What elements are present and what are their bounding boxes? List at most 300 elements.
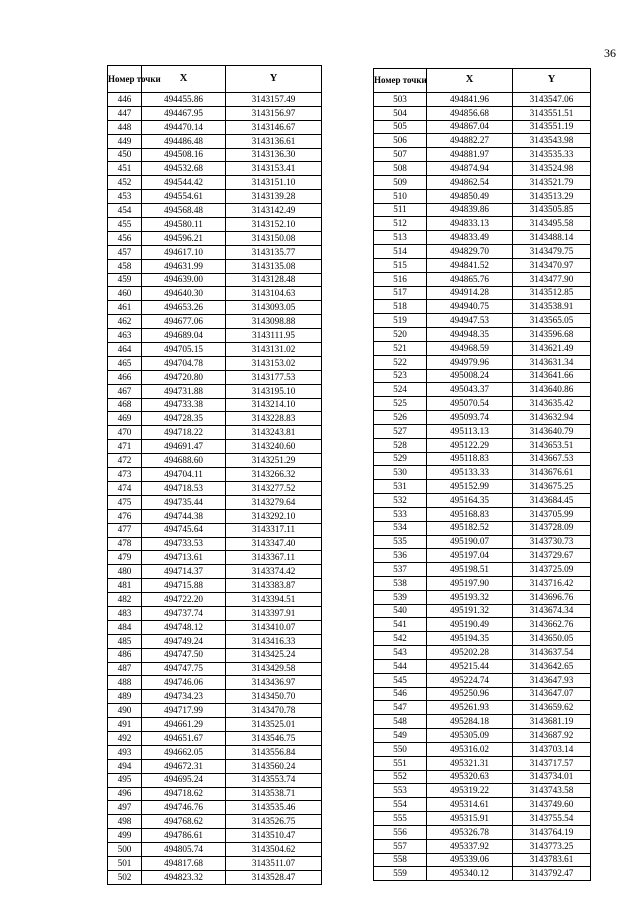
table-row	[374, 604, 591, 618]
point-number-cell: 528	[374, 438, 427, 452]
table-row	[374, 355, 591, 369]
point-number-cell: 452	[108, 176, 142, 190]
point-number-cell: 545	[374, 673, 427, 687]
table-row	[108, 662, 322, 676]
x-header: X	[142, 66, 226, 93]
y-cell: 3143436.97	[226, 676, 322, 690]
point-number-cell: 512	[374, 217, 427, 231]
y-cell: 3143650.05	[513, 632, 591, 646]
table-row	[374, 521, 591, 535]
point-number-cell: 553	[374, 784, 427, 798]
table-row	[108, 676, 322, 690]
table-row	[108, 829, 322, 843]
point-number-cell: 514	[374, 245, 427, 259]
point-number-cell: 517	[374, 286, 427, 300]
x-cell: 494651.67	[142, 731, 226, 745]
table-row	[374, 314, 591, 328]
x-cell: 494968.59	[427, 341, 513, 355]
y-cell: 3143556.84	[226, 745, 322, 759]
table-row	[374, 535, 591, 549]
x-cell: 494714.37	[142, 565, 226, 579]
x-cell: 494841.96	[427, 93, 513, 107]
y-cell: 3143546.75	[226, 731, 322, 745]
point-number-cell: 451	[108, 162, 142, 176]
y-cell: 3143416.33	[226, 634, 322, 648]
y-cell: 3143653.51	[513, 438, 591, 452]
table-row	[108, 843, 322, 857]
table-row	[108, 273, 322, 287]
point-number-cell: 554	[374, 798, 427, 812]
point-number-cell: 469	[108, 412, 142, 426]
y-cell: 3143773.25	[513, 839, 591, 853]
x-cell: 495198.51	[427, 563, 513, 577]
x-cell: 494640.30	[142, 287, 226, 301]
point-number-cell: 555	[374, 812, 427, 826]
table-header-row	[374, 69, 591, 93]
x-cell: 494874.94	[427, 162, 513, 176]
point-number-cell: 499	[108, 829, 142, 843]
y-cell: 3143477.90	[513, 272, 591, 286]
table-row	[374, 272, 591, 286]
y-cell: 3143526.75	[226, 815, 322, 829]
table-row	[374, 134, 591, 148]
point-number-cell: 513	[374, 231, 427, 245]
y-cell: 3143547.06	[513, 93, 591, 107]
y-cell: 3143743.58	[513, 784, 591, 798]
table-row	[108, 231, 322, 245]
point-number-cell: 502	[108, 870, 142, 884]
x-cell: 495215.44	[427, 659, 513, 673]
point-number-cell: 556	[374, 825, 427, 839]
x-cell: 495320.63	[427, 770, 513, 784]
table-row	[374, 798, 591, 812]
point-number-cell: 509	[374, 175, 427, 189]
table-row	[108, 759, 322, 773]
x-cell: 495315.91	[427, 812, 513, 826]
x-cell: 494745.64	[142, 523, 226, 537]
point-number-cell: 458	[108, 259, 142, 273]
y-cell: 3143279.64	[226, 495, 322, 509]
point-number-cell: 455	[108, 218, 142, 232]
point-number-cell: 468	[108, 398, 142, 412]
y-cell: 3143647.07	[513, 687, 591, 701]
point-number-cell: 505	[374, 120, 427, 134]
point-number-cell: 476	[108, 509, 142, 523]
x-cell: 494979.96	[427, 355, 513, 369]
x-cell: 495194.35	[427, 632, 513, 646]
y-cell: 3143136.61	[226, 134, 322, 148]
point-number-cell: 532	[374, 494, 427, 508]
y-cell: 3143641.66	[513, 369, 591, 383]
point-number-cell: 497	[108, 801, 142, 815]
x-cell: 494544.42	[142, 176, 226, 190]
y-cell: 3143153.41	[226, 162, 322, 176]
table-row	[108, 537, 322, 551]
y-cell: 3143251.29	[226, 454, 322, 468]
x-cell: 494631.99	[142, 259, 226, 273]
y-cell: 3143538.91	[513, 300, 591, 314]
table-row	[108, 468, 322, 482]
point-number-cell: 485	[108, 634, 142, 648]
table-row	[108, 93, 322, 107]
y-cell: 3143703.14	[513, 742, 591, 756]
x-cell: 494728.35	[142, 412, 226, 426]
point-number-cell: 504	[374, 106, 427, 120]
table-row	[108, 481, 322, 495]
y-cell: 3143136.30	[226, 148, 322, 162]
point-number-cell: 471	[108, 440, 142, 454]
table-row	[108, 301, 322, 315]
table-row	[108, 690, 322, 704]
point-number-cell: 479	[108, 551, 142, 565]
table-row	[108, 134, 322, 148]
point-number-cell: 549	[374, 729, 427, 743]
point-number-cell: 496	[108, 787, 142, 801]
y-cell: 3143150.08	[226, 231, 322, 245]
table-row	[108, 106, 322, 120]
x-cell: 495305.09	[427, 729, 513, 743]
x-cell: 494718.62	[142, 787, 226, 801]
x-cell: 495284.18	[427, 715, 513, 729]
point-number-cell: 558	[374, 853, 427, 867]
table-row	[374, 217, 591, 231]
y-cell: 3143228.83	[226, 412, 322, 426]
table-row	[374, 590, 591, 604]
x-cell: 494695.24	[142, 773, 226, 787]
point-number-cell: 506	[374, 134, 427, 148]
y-cell: 3143551.19	[513, 120, 591, 134]
y-cell: 3143139.28	[226, 190, 322, 204]
table-row	[374, 729, 591, 743]
x-cell: 494455.86	[142, 93, 226, 107]
point-number-cell: 446	[108, 93, 142, 107]
point-number-cell: 478	[108, 537, 142, 551]
point-number-cell: 450	[108, 148, 142, 162]
x-cell: 495314.61	[427, 798, 513, 812]
point-number-cell: 493	[108, 745, 142, 759]
table-row	[108, 704, 322, 718]
table-row	[374, 162, 591, 176]
x-cell: 494705.15	[142, 343, 226, 357]
x-cell: 494805.74	[142, 843, 226, 857]
point-number-cell: 494	[108, 759, 142, 773]
y-cell: 3143153.02	[226, 356, 322, 370]
table-row	[108, 384, 322, 398]
x-cell: 494718.22	[142, 426, 226, 440]
table-row	[108, 745, 322, 759]
x-cell: 495093.74	[427, 411, 513, 425]
x-cell: 495197.90	[427, 576, 513, 590]
y-cell: 3143111.95	[226, 329, 322, 343]
x-cell: 494746.06	[142, 676, 226, 690]
x-header: X	[427, 69, 513, 93]
y-cell: 3143266.32	[226, 468, 322, 482]
y-cell: 3143347.40	[226, 537, 322, 551]
table-row	[374, 466, 591, 480]
y-cell: 3143632.94	[513, 411, 591, 425]
x-cell: 494467.95	[142, 106, 226, 120]
point-number-cell: 483	[108, 606, 142, 620]
table-row	[374, 563, 591, 577]
point-number-cell: 453	[108, 190, 142, 204]
x-cell: 495190.49	[427, 618, 513, 632]
x-cell: 495008.24	[427, 369, 513, 383]
x-cell: 495182.52	[427, 521, 513, 535]
y-cell: 3143142.49	[226, 204, 322, 218]
point-number-cell: 522	[374, 355, 427, 369]
table-row	[108, 606, 322, 620]
y-cell: 3143157.49	[226, 93, 322, 107]
y-cell: 3143151.10	[226, 176, 322, 190]
point-number-cell: 498	[108, 815, 142, 829]
x-cell: 494823.32	[142, 870, 226, 884]
x-cell: 494639.00	[142, 273, 226, 287]
y-cell: 3143662.76	[513, 618, 591, 632]
point-number-cell: 543	[374, 646, 427, 660]
table-row	[374, 825, 591, 839]
x-cell: 495152.99	[427, 480, 513, 494]
point-number-cell: 511	[374, 203, 427, 217]
x-cell: 494596.21	[142, 231, 226, 245]
table-row	[374, 189, 591, 203]
point-number-cell: 536	[374, 549, 427, 563]
table-row	[108, 412, 322, 426]
y-cell: 3143637.54	[513, 646, 591, 660]
y-cell: 3143394.51	[226, 593, 322, 607]
table-row	[374, 258, 591, 272]
table-row	[108, 440, 322, 454]
y-cell: 3143470.78	[226, 704, 322, 718]
table-row	[108, 287, 322, 301]
table-row	[374, 784, 591, 798]
point-number-cell: 542	[374, 632, 427, 646]
point-number-cell: 533	[374, 507, 427, 521]
y-cell: 3143553.74	[226, 773, 322, 787]
y-cell: 3143511.07	[226, 856, 322, 870]
point-number-cell: 537	[374, 563, 427, 577]
x-cell: 494737.74	[142, 606, 226, 620]
table-row	[108, 731, 322, 745]
x-cell: 494717.99	[142, 704, 226, 718]
table-row	[374, 576, 591, 590]
y-cell: 3143551.51	[513, 106, 591, 120]
table-row	[108, 176, 322, 190]
x-cell: 494867.04	[427, 120, 513, 134]
point-number-cell: 461	[108, 301, 142, 315]
y-cell: 3143510.47	[226, 829, 322, 843]
x-cell: 494722.20	[142, 593, 226, 607]
x-cell: 494746.76	[142, 801, 226, 815]
y-header: Y	[513, 69, 591, 93]
table-row	[374, 452, 591, 466]
point-number-cell: 477	[108, 523, 142, 537]
point-number-cell: 490	[108, 704, 142, 718]
table-row	[374, 203, 591, 217]
point-number-cell: 507	[374, 148, 427, 162]
x-cell: 494940.75	[427, 300, 513, 314]
table-row	[108, 620, 322, 634]
point-number-cell: 510	[374, 189, 427, 203]
point-number-header: Номер точки	[374, 69, 427, 93]
table-row	[374, 756, 591, 770]
y-cell: 3143538.71	[226, 787, 322, 801]
x-cell: 495043.37	[427, 383, 513, 397]
table-row	[374, 632, 591, 646]
x-cell: 495224.74	[427, 673, 513, 687]
y-cell: 3143535.33	[513, 148, 591, 162]
table-row	[374, 120, 591, 134]
table-row	[374, 231, 591, 245]
y-cell: 3143397.91	[226, 606, 322, 620]
point-number-cell: 489	[108, 690, 142, 704]
point-number-cell: 467	[108, 384, 142, 398]
y-cell: 3143535.46	[226, 801, 322, 815]
point-number-cell: 484	[108, 620, 142, 634]
y-cell: 3143146.67	[226, 120, 322, 134]
table-row	[108, 634, 322, 648]
table-row	[108, 148, 322, 162]
x-cell: 494882.27	[427, 134, 513, 148]
table-row	[374, 411, 591, 425]
y-cell: 3143135.77	[226, 245, 322, 259]
x-cell: 494689.04	[142, 329, 226, 343]
table-row	[374, 494, 591, 508]
y-cell: 3143450.70	[226, 690, 322, 704]
y-cell: 3143524.98	[513, 162, 591, 176]
y-cell: 3143687.92	[513, 729, 591, 743]
x-cell: 494856.68	[427, 106, 513, 120]
x-cell: 495319.22	[427, 784, 513, 798]
table-row	[374, 424, 591, 438]
table-row	[108, 551, 322, 565]
table-row	[374, 839, 591, 853]
table-row	[374, 701, 591, 715]
table-row	[108, 801, 322, 815]
x-cell: 494817.68	[142, 856, 226, 870]
point-number-cell: 541	[374, 618, 427, 632]
x-cell: 495250.96	[427, 687, 513, 701]
table-row	[374, 300, 591, 314]
point-number-cell: 508	[374, 162, 427, 176]
y-cell: 3143104.63	[226, 287, 322, 301]
point-number-cell: 548	[374, 715, 427, 729]
y-cell: 3143729.67	[513, 549, 591, 563]
table-row	[108, 870, 322, 884]
y-cell: 3143177.53	[226, 370, 322, 384]
x-cell: 494747.75	[142, 662, 226, 676]
table-row	[108, 509, 322, 523]
coordinates-table-left	[107, 65, 322, 885]
table-row	[374, 369, 591, 383]
x-cell: 494865.76	[427, 272, 513, 286]
x-cell: 495193.32	[427, 590, 513, 604]
y-cell: 3143488.14	[513, 231, 591, 245]
x-cell: 494850.49	[427, 189, 513, 203]
x-cell: 495337.92	[427, 839, 513, 853]
x-cell: 494568.48	[142, 204, 226, 218]
table-row	[374, 93, 591, 107]
table-row	[108, 579, 322, 593]
point-number-cell: 557	[374, 839, 427, 853]
table-row	[374, 867, 591, 881]
point-number-cell: 474	[108, 481, 142, 495]
x-cell: 494735.44	[142, 495, 226, 509]
x-cell: 495133.33	[427, 466, 513, 480]
point-number-cell: 487	[108, 662, 142, 676]
table-row	[108, 523, 322, 537]
y-cell: 3143367.11	[226, 551, 322, 565]
y-cell: 3143292.10	[226, 509, 322, 523]
y-cell: 3143565.05	[513, 314, 591, 328]
x-cell: 494617.10	[142, 245, 226, 259]
point-number-cell: 526	[374, 411, 427, 425]
point-number-cell: 534	[374, 521, 427, 535]
y-cell: 3143755.54	[513, 812, 591, 826]
table-row	[108, 204, 322, 218]
x-cell: 494661.29	[142, 718, 226, 732]
y-cell: 3143717.57	[513, 756, 591, 770]
point-number-cell: 520	[374, 328, 427, 342]
y-cell: 3143640.86	[513, 383, 591, 397]
point-number-cell: 539	[374, 590, 427, 604]
point-number-cell: 449	[108, 134, 142, 148]
y-cell: 3143131.02	[226, 343, 322, 357]
point-number-cell: 491	[108, 718, 142, 732]
x-cell: 495168.83	[427, 507, 513, 521]
point-number-cell: 501	[108, 856, 142, 870]
point-number-cell: 503	[374, 93, 427, 107]
table-row	[374, 742, 591, 756]
page-number: 36	[604, 46, 616, 60]
x-cell: 494653.26	[142, 301, 226, 315]
x-cell: 494470.14	[142, 120, 226, 134]
x-cell: 494862.54	[427, 175, 513, 189]
y-cell: 3143525.01	[226, 718, 322, 732]
y-cell: 3143696.76	[513, 590, 591, 604]
y-cell: 3143764.19	[513, 825, 591, 839]
table-row	[108, 856, 322, 870]
x-cell: 494486.48	[142, 134, 226, 148]
y-cell: 3143410.07	[226, 620, 322, 634]
x-cell: 494713.61	[142, 551, 226, 565]
table-row	[374, 715, 591, 729]
y-cell: 3143681.19	[513, 715, 591, 729]
table-row	[108, 398, 322, 412]
y-cell: 3143640.79	[513, 424, 591, 438]
table-row	[108, 190, 322, 204]
table-row	[374, 480, 591, 494]
x-cell: 494662.05	[142, 745, 226, 759]
table-row	[108, 245, 322, 259]
table-row	[108, 454, 322, 468]
point-number-cell: 464	[108, 343, 142, 357]
x-cell: 494672.31	[142, 759, 226, 773]
table-row	[108, 343, 322, 357]
y-cell: 3143512.85	[513, 286, 591, 300]
y-cell: 3143513.29	[513, 189, 591, 203]
table-row	[108, 370, 322, 384]
x-cell: 494734.23	[142, 690, 226, 704]
point-number-cell: 523	[374, 369, 427, 383]
point-number-cell: 552	[374, 770, 427, 784]
x-cell: 494744.38	[142, 509, 226, 523]
point-number-cell: 466	[108, 370, 142, 384]
y-cell: 3143749.60	[513, 798, 591, 812]
y-cell: 3143705.99	[513, 507, 591, 521]
point-number-cell: 559	[374, 867, 427, 881]
x-cell: 495339.06	[427, 853, 513, 867]
y-cell: 3143667.53	[513, 452, 591, 466]
